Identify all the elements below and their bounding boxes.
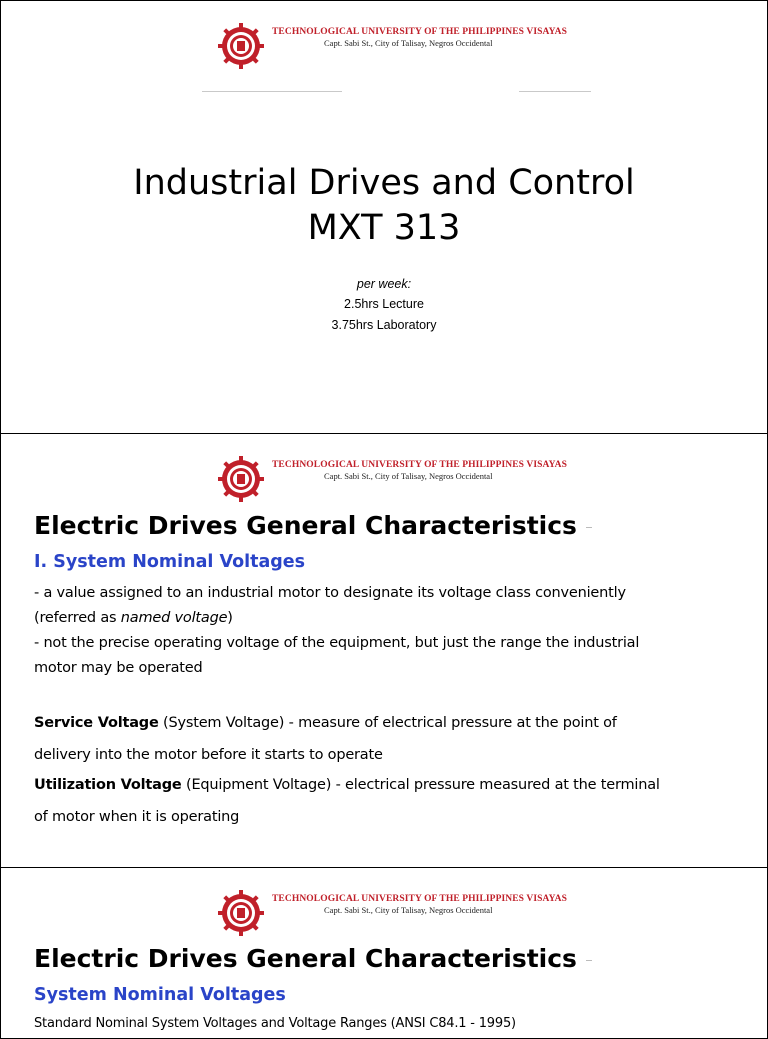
slide-title: Electric Drives General Characteristics — [34, 511, 577, 540]
service-voltage-continuation: delivery into the motor before it starts to operate — [34, 747, 383, 763]
definition-line-3: - not the precise operating voltage of the equipment, but just the range the industrial — [34, 635, 640, 651]
university-address: Capt. Sabi St., City of Talisay, Negros Occidental — [324, 38, 493, 48]
university-seal-icon — [218, 890, 264, 936]
slide-title: Electric Drives General Characteristics — [34, 944, 577, 973]
table-caption: Standard Nominal System Voltages and Voltage Ranges (ANSI C84.1 - 1995) — [34, 1016, 516, 1031]
title-underline — [586, 960, 592, 961]
slide-2 — [0, 433, 768, 868]
university-address: Capt. Sabi St., City of Talisay, Negros Occidental — [324, 471, 493, 481]
line2-prefix: (referred as — [34, 610, 121, 626]
slide-3 — [0, 867, 768, 1039]
course-code: MXT 313 — [307, 208, 461, 248]
university-name: TECHNOLOGICAL UNIVERSITY OF THE PHILIPPINES VISAYAS — [272, 460, 568, 470]
definition-line-1: - a value assigned to an industrial motor to designate its voltage class conveniently — [34, 585, 626, 601]
university-seal-icon — [218, 456, 264, 502]
service-voltage-definition: (System Voltage) - measure of electrical pressure at the point of — [158, 715, 617, 731]
definition-line-2 — [34, 610, 233, 626]
definition-line-4: motor may be operated — [34, 660, 203, 676]
service-voltage-line — [34, 715, 617, 731]
utilization-voltage-definition: (Equipment Voltage) - electrical pressure measured at the terminal — [181, 777, 660, 793]
lecture-hours: 2.5hrs Lecture — [344, 297, 424, 311]
section-heading: I. System Nominal Voltages — [34, 552, 306, 572]
utilization-voltage-term: Utilization Voltage — [34, 777, 182, 793]
header-divider-left — [202, 91, 342, 92]
section-heading: System Nominal Voltages — [34, 985, 286, 1005]
course-title: Industrial Drives and Control — [133, 163, 635, 203]
university-header — [201, 1, 591, 91]
service-voltage-term: Service Voltage — [34, 715, 159, 731]
university-seal-icon — [218, 23, 264, 69]
named-voltage-term: named voltage — [120, 610, 228, 626]
per-week-label: per week: — [356, 277, 412, 291]
line2-suffix: ) — [227, 610, 233, 626]
title-underline — [586, 527, 592, 528]
header-divider-right — [519, 91, 591, 92]
laboratory-hours: 3.75hrs Laboratory — [331, 318, 437, 332]
university-name: TECHNOLOGICAL UNIVERSITY OF THE PHILIPPINES VISAYAS — [272, 27, 568, 37]
utilization-voltage-continuation: of motor when it is operating — [34, 809, 240, 825]
university-address: Capt. Sabi St., City of Talisay, Negros Occidental — [324, 905, 493, 915]
university-name: TECHNOLOGICAL UNIVERSITY OF THE PHILIPPINES VISAYAS — [272, 894, 568, 904]
slide-1 — [0, 0, 768, 434]
utilization-voltage-line — [34, 777, 660, 793]
